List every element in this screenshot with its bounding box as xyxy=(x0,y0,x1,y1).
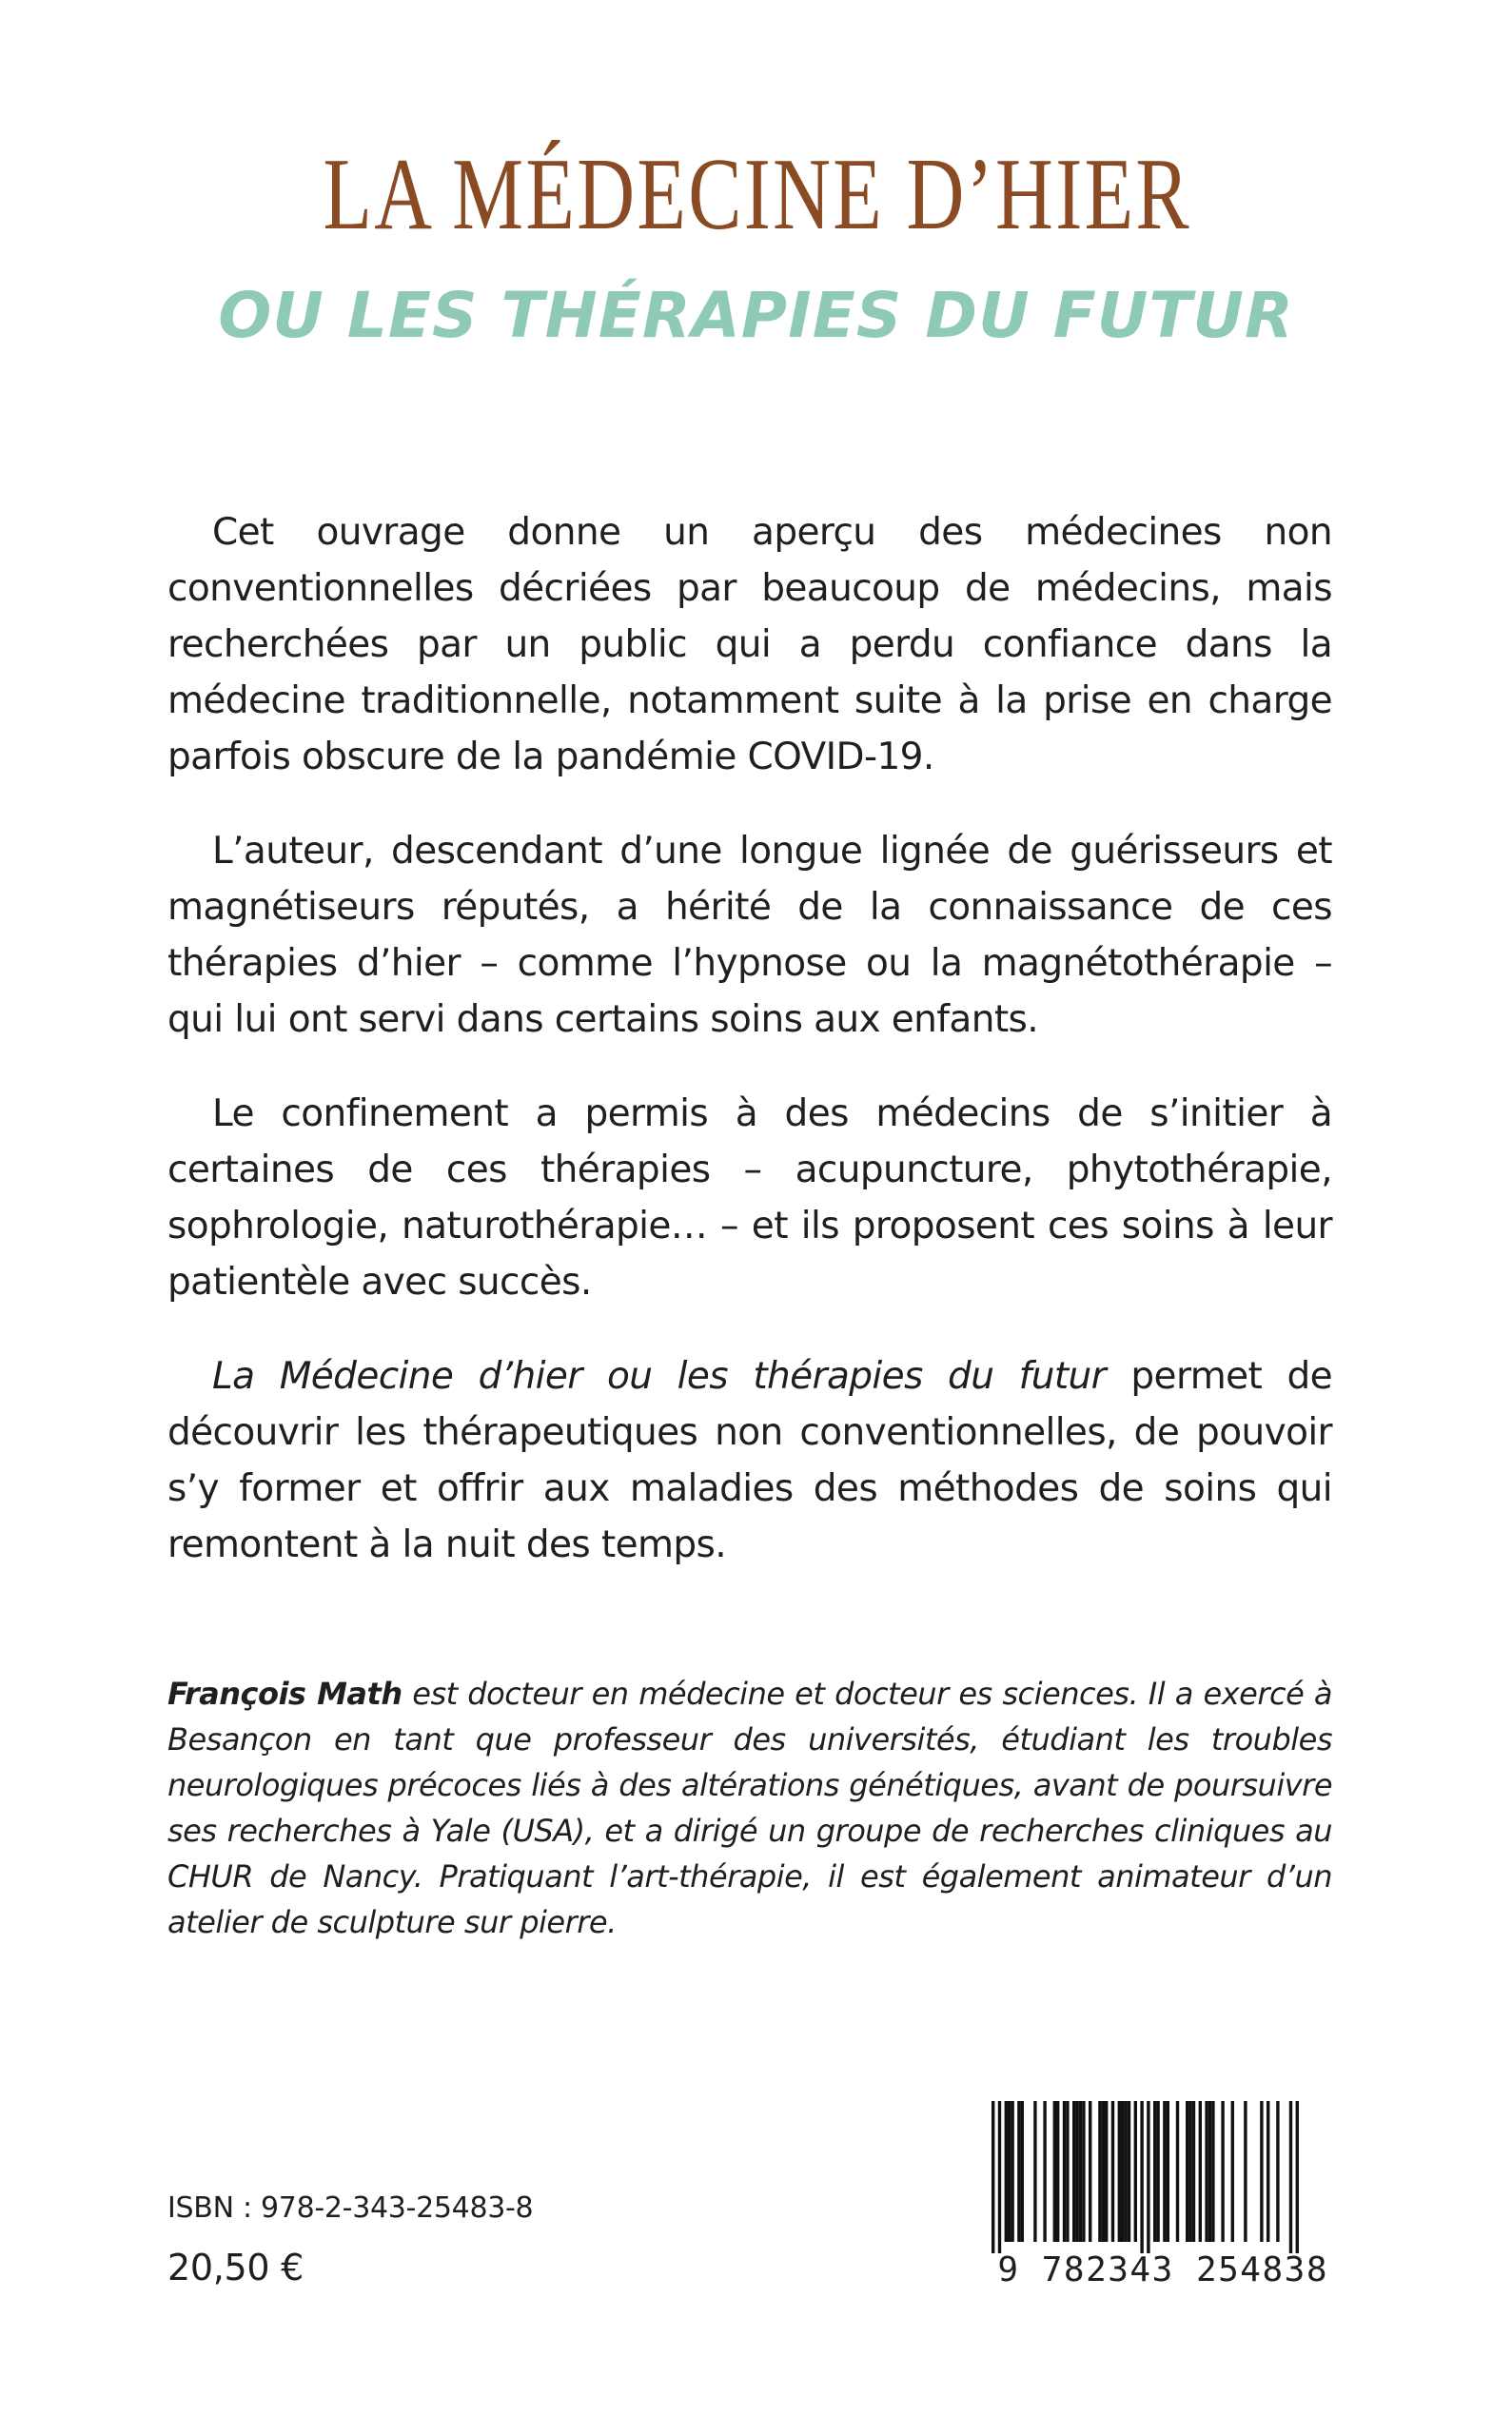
barcode-bar xyxy=(1289,2101,1292,2253)
barcode-bar xyxy=(1082,2101,1085,2242)
barcode-bar xyxy=(1276,2101,1279,2242)
barcode-bar xyxy=(1134,2101,1137,2242)
barcode-bar xyxy=(1072,2101,1075,2242)
barcode-bar xyxy=(1011,2101,1013,2242)
barcode-bar xyxy=(1066,2101,1069,2242)
barcode-bar xyxy=(1186,2101,1188,2242)
book-title: LA MÉDECINE D’HIER xyxy=(323,138,1191,251)
barcode-bar xyxy=(1053,2101,1056,2242)
barcode-bar xyxy=(1056,2101,1059,2242)
barcode-bar xyxy=(1267,2101,1269,2242)
summary-paragraph-4 xyxy=(167,1348,1332,1573)
book-subtitle: OU LES THÉRAPIES DU FUTUR xyxy=(218,279,1294,352)
barcode-bar xyxy=(992,2101,994,2253)
barcode-bar xyxy=(1199,2101,1202,2242)
barcode-bar xyxy=(1118,2101,1121,2242)
barcode-bar xyxy=(1121,2101,1124,2242)
barcode-bar xyxy=(1033,2101,1036,2242)
barcode-bar xyxy=(1208,2101,1211,2242)
barcode-bar xyxy=(1128,2101,1130,2242)
summary-paragraph-3: Le confinement a permis à des médecins de s’initier à certaines de ces thérapies – acupuncture, phytothérapie, sophrologie, naturothérapie… – et ils proposent ces soins à leur patientèle avec succès. xyxy=(167,1092,1332,1304)
barcode-bar xyxy=(1043,2101,1046,2242)
barcode-bar xyxy=(1005,2101,1008,2242)
barcode-bar xyxy=(1140,2101,1143,2253)
barcode-bars xyxy=(969,2101,1328,2253)
barcode-bar xyxy=(1156,2101,1159,2242)
barcode-bar xyxy=(1111,2101,1114,2242)
barcode-bar xyxy=(1244,2101,1247,2242)
barcode-bar xyxy=(1102,2101,1105,2242)
isbn: ISBN : 978-2-343-25483-8 xyxy=(167,2191,534,2225)
summary-paragraph-2: L’auteur, descendant d’une longue lignée de guérisseurs et magnétiseurs réputés, a hérité de la connaissance de ces thérapies d’hier – comme l’hypnose ou la magnétothérapie – qui lui ont servi dans certains soins aux enfants. xyxy=(167,830,1332,1041)
book-title-italic: La Médecine d’hier ou les thérapies du futur xyxy=(212,1355,1107,1398)
barcode-bar xyxy=(1098,2101,1101,2242)
author-name: François Math xyxy=(167,1676,403,1712)
barcode-bar xyxy=(998,2101,1001,2253)
summary-paragraph-1: Cet ouvrage donne un aperçu des médecines non conventionnelles décriées par beaucoup de médecins, mais recherchées par un public qui a perdu confiance dans la médecine traditionnelle, notamment suite à la prise en charge parfois obscure de la pandémie COVID-19. xyxy=(167,511,1332,778)
barcode-bar xyxy=(1192,2101,1195,2242)
author-bio-text: est docteur en médecine et docteur es sciences. Il a exercé à Besançon en tant que professeur des universités, étudiant les troubles neurologiques précoces liés à des altérations génétiques, avant de poursuivre ses recherches à Yale (USA), et a dirigé un groupe de recherches cliniques au CHUR de Nancy. Pratiquant l’art-thérapie, il est également animateur d’un atelier de sculpture sur pierre. xyxy=(167,1676,1333,1940)
barcode-bar xyxy=(1163,2101,1166,2242)
barcode-bar xyxy=(1089,2101,1091,2242)
summary-paragraph-4-text: permet de découvrir les thérapeutiques non conventionnelles, de pouvoir s’y former et offrir aux maladies des méthodes de soins qui remontent à la nuit des temps. xyxy=(167,1355,1333,1566)
barcode-bar xyxy=(1147,2101,1149,2253)
barcode-bar xyxy=(1296,2101,1299,2253)
barcode-bar xyxy=(1017,2101,1020,2242)
barcode-bar xyxy=(1188,2101,1191,2242)
barcode-bar xyxy=(1153,2101,1156,2242)
barcode-bar xyxy=(1167,2101,1169,2242)
barcode-bar xyxy=(1063,2101,1066,2242)
back-cover-summary xyxy=(167,504,1332,1573)
barcode-bar xyxy=(1105,2101,1108,2242)
barcode-bar xyxy=(1176,2101,1179,2242)
barcode-bar xyxy=(1008,2101,1011,2242)
barcode-bar xyxy=(1079,2101,1082,2242)
barcode-bar xyxy=(1124,2101,1127,2242)
barcode-bar xyxy=(1075,2101,1078,2242)
barcode-bar xyxy=(1231,2101,1234,2242)
barcode-bar xyxy=(1221,2101,1224,2242)
barcode-bar xyxy=(1021,2101,1024,2242)
barcode-bar xyxy=(1205,2101,1208,2242)
barcode-digits: 9 782343 254838 xyxy=(997,2250,1328,2289)
barcode-bar xyxy=(1260,2101,1263,2242)
barcode-bar xyxy=(1211,2101,1214,2242)
price: 20,50 € xyxy=(167,2247,304,2288)
author-bio xyxy=(167,1671,1332,1945)
